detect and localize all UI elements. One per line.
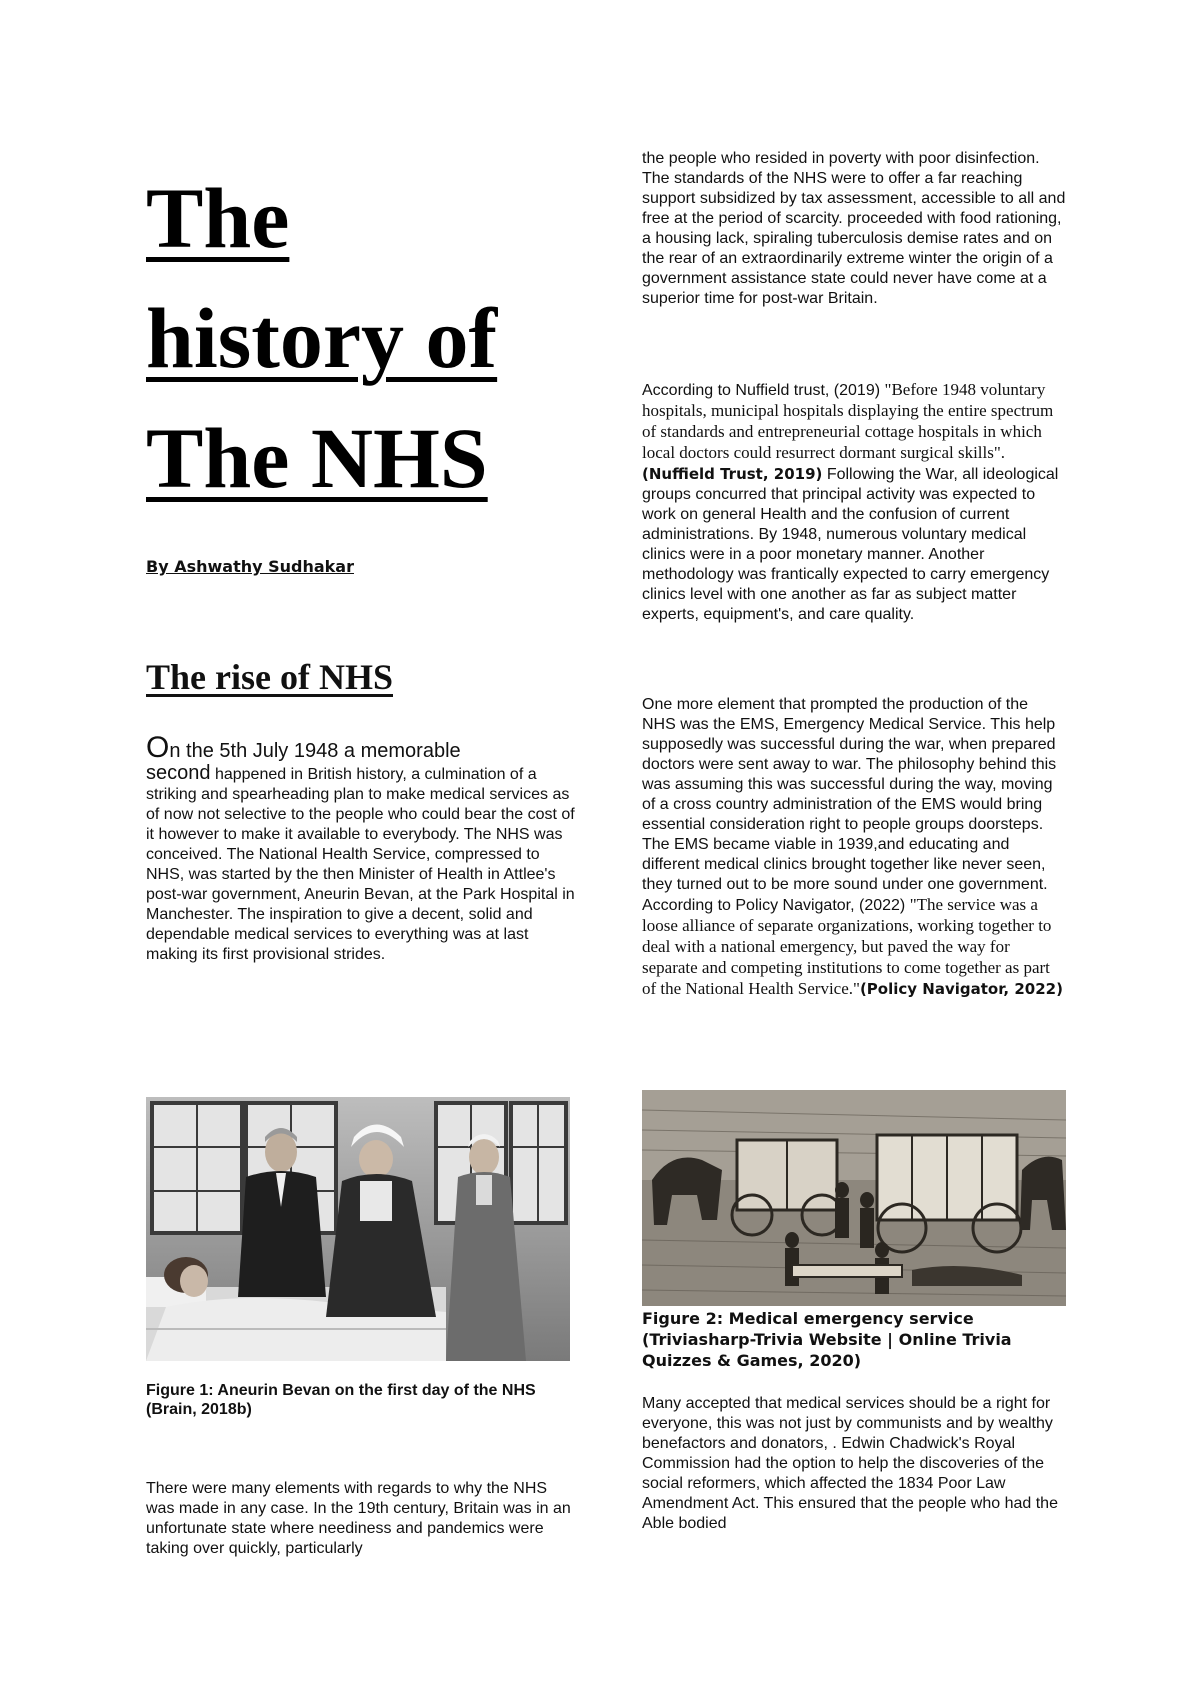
figure-1-caption-source: (Brain, 2018b) xyxy=(146,1401,252,1418)
figure-1-caption xyxy=(146,1381,576,1419)
left-paragraph-2: There were many elements with regards to why the NHS was made in any case. In the 19th century, Britain was in an unfortunate state where neediness and pandemics were taking over quickly, particularly xyxy=(146,1480,571,1557)
nuffield-quote: "Before 1948 voluntary hospitals, municipal hospitals displaying the entire spectrum of standards and entrepreneurial cottage hospitals in which local doctors could resurrect dormant surgical skills". xyxy=(642,380,1054,462)
intro-paragraph xyxy=(146,731,576,965)
right-paragraph-1 xyxy=(642,149,1066,309)
ems-lead: One more element that prompted the production of the NHS was the EMS, Emergency Medical Service. This help supposedly was successful during the war, when prepared doctors were sent away to war. The philosophy behind this was assuming this was successful during the way, moving of a cross country administration of the EMS would bring essential consideration right to people groups doorsteps. The EMS became viable in 1939,and educating and different medical clinics brought together like never seen, they turned out to be more sound under one government. According to Policy Navigator, (2022) xyxy=(642,696,1057,914)
byline: By Ashwathy Sudhakar xyxy=(146,557,354,576)
policy-citation: (Policy Navigator, 2022) xyxy=(859,980,1063,998)
title-line-2: history of xyxy=(146,290,498,386)
right-paragraph-2 xyxy=(642,380,1066,625)
right-paragraph-4: Many accepted that medical services should be a right for everyone, this was not just by communists and by wealthy benefactors and donators, . Edwin Chadwick's Royal Commission had the option to help the discoveries of the social reformers, which affected the 1834 Poor Law Amendment Act. This ensured that the people who had the Able bodied xyxy=(642,1395,1058,1532)
figure-1-caption-title: Figure 1: Aneurin Bevan on the first day of the NHS xyxy=(146,1382,536,1399)
section-heading: The rise of NHS xyxy=(146,657,393,697)
title-line-3: The NHS xyxy=(146,410,488,506)
right-paragraph-1a: the people who resided in poverty with poor disinfection. xyxy=(642,150,1040,167)
page-title xyxy=(146,158,586,518)
nuffield-rest: Following the War, all ideological groups concurred that principal activity was expected to work on general Health and the confusion of current administrations. By 1948, numerous voluntary medical clinics were in a poor monetary manner. Another methodology was frantically expected to carry emergency clinics level with one another as far as subject matter experts, equipment's, and care quality. xyxy=(642,466,1059,623)
policy-quote: "The service was a loose alliance of separate organizations, working together to deal with a national emergency, but paved the way for separate and competing institutions to come together as part of the National Health Service." xyxy=(642,895,1052,998)
intro-big-word: second xyxy=(146,762,211,784)
figure-2-caption: Figure 2: Medical emergency service (Triviasharp-Trivia Website | Online Trivia Quizzes & Games, 2020) xyxy=(642,1309,1012,1370)
title-line-1: The xyxy=(146,170,290,266)
right-paragraph-1b: The standards of the NHS were to offer a far reaching support subsidized by tax assessment, accessible to all and free at the period of scarcity. proceeded with food rationing, a housing lack, spiraling tuberculosis demise rates and on the rear of an extraordinarily extreme winter the origin of a government assistance state could never have come at a superior time for post-war Britain. xyxy=(642,170,1066,307)
figure-2-engraving xyxy=(642,1090,1066,1306)
nuffield-citation: (Nuffield Trust, 2019) xyxy=(642,465,823,483)
bevan-ward-photo xyxy=(146,1097,570,1361)
intro-lead: n the 5th July 1948 a memorable xyxy=(169,740,461,762)
nuffield-lead: According to Nuffield trust, (2019) xyxy=(642,382,885,399)
figure-1-photo xyxy=(146,1097,570,1361)
ambulance-carriage-engraving xyxy=(642,1090,1066,1306)
right-paragraph-3 xyxy=(642,695,1066,1000)
drop-letter: O xyxy=(146,731,170,764)
intro-text: happened in British history, a culmination of a striking and spearheading plan to make medical services as of now not selective to the people who could bear the cost of it however to make it available to everybody. The NHS was conceived. The National Health Service, compressed to NHS, was started by the then Minister of Health in Attlee's post-war government, Aneurin Bevan, at the Park Hospital in Manchester. The inspiration to give a decent, solid and dependable medical services to everything was at last making its first provisional strides. xyxy=(146,766,575,963)
